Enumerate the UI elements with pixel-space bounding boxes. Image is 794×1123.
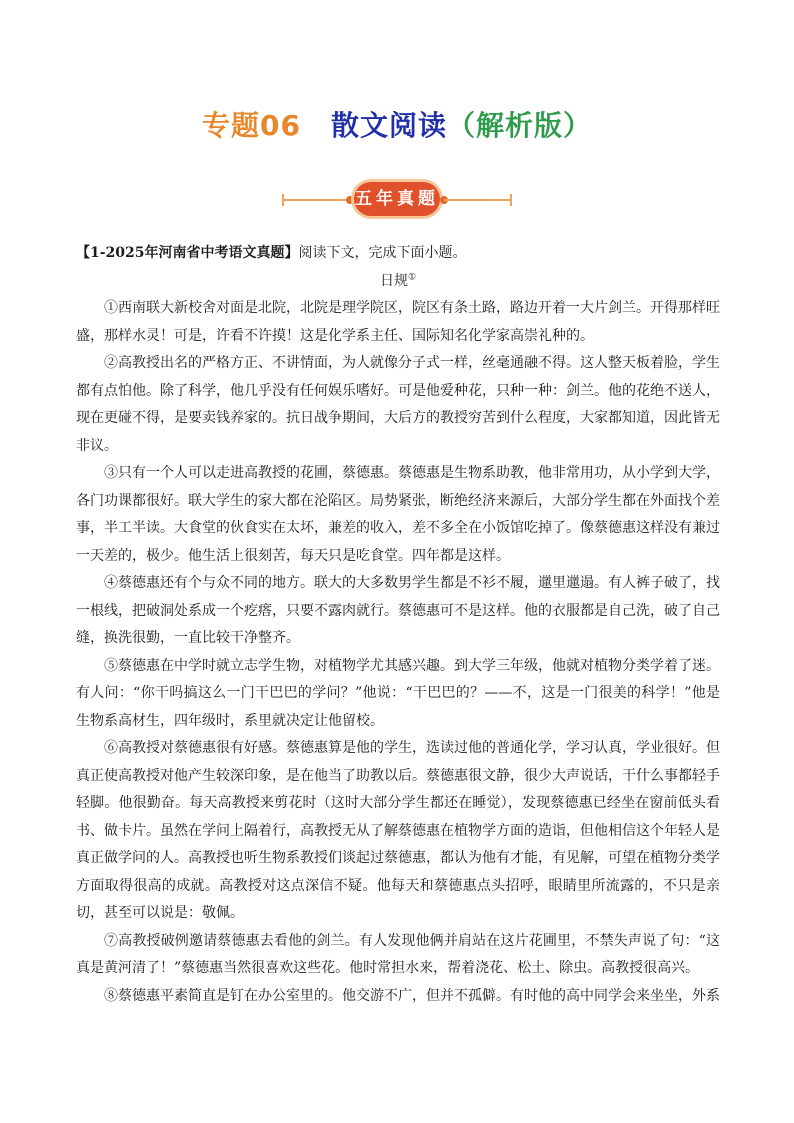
banner-left-line (282, 199, 350, 201)
question-body (76, 240, 720, 1010)
passage-paragraph-6: ⑥高教授对蔡德惠很有好感。蔡德惠算是他的学生，选读过他的普通化学，学习认真，学业很好。但真正使高教授对他产生较深印象，是在他当了助教以后。蔡德惠很文静，很少大声说话，干什么事都轻手轻脚。他很勤奋。每天高教授来剪花时（这时大部分学生都还在睡觉），发现蔡德惠已经坐在窗前低头看书、做卡片。虽然在学问上隔着行，高教授无从了解蔡德惠在植物学方面的造诣，但他相信这个年轻人是真正做学问的人。高教授也听生物系教授们谈起过蔡德惠，都认为他有才能，有见解，可望在植物分类学方面取得很高的成就。高教授对这点深信不疑。他每天和蔡德惠点头招呼，眼睛里所流露的，不只是亲切，甚至可以说是：敬佩。 (76, 740, 720, 921)
passage-paragraph-5: ⑤蔡德惠在中学时就立志学生物，对植物学尤其感兴趣。到大学三年级，他就对植物分类学着了迷。有人问：“你干吗搞这么一门干巴巴的学问？”他说：“干巴巴的？——不，这是一门很美的科学！”他是生物系高材生，四年级时，系里就决定让他留校。 (76, 657, 720, 729)
passage-paragraph-3: ③只有一个人可以走进高教授的花圃，蔡德惠。蔡德惠是生物系助教，他非常用功，从小学到大学，各门功课都很好。联大学生的家大都在沦陷区。局势紧张，断绝经济来源后，大部分学生都在外面找个差事，半工半读。大食堂的伙食实在太坏，兼差的收入，差不多全在小饭馆吃掉了。像蔡德惠这样没有兼过一天差的，极少。他生活上很刻苦，每天只是吃食堂。四年都是这样。 (76, 465, 720, 564)
passage-paragraph-2: ②高教授出名的严格方正、不讲情面，为人就像分子式一样，丝毫通融不得。这人整天板着脸，学生都有点怕他。除了科学，他几乎没有任何娱乐嗜好。可是他爱种花，只种一种：剑兰。他的花绝不送人，现在更碰不得，是要卖钱养家的。抗日战争期间，大后方的教授穷苦到什么程度，大家都知道，因此皆无非议。 (76, 355, 720, 454)
passage-paragraph-7: ⑦高教授破例邀请蔡德惠去看他的剑兰。有人发现他俩并肩站在这片花圃里，不禁失声说了句：“这真是黄河清了！”蔡德惠当然很喜欢这些花。他时常担水来，帮着浇花、松土、除虫。高教授很高兴。 (76, 932, 720, 976)
passage-paragraph-1: ①西南联大新校舍对面是北院，北院是理学院区，院区有条土路，路边开着一大片剑兰。开得那样旺盛，那样水灵！可是，许看不许摸！这是化学系主任、国际知名化学家高崇礼种的。 (76, 300, 720, 344)
page-title (0, 104, 794, 144)
passage-paragraph-4: ④蔡德惠还有个与众不同的地方。联大的大多数男学生都是不衫不履，邋里邋遢。有人裤子破了，找一根线，把破洞处系成一个疙瘩，只要不露肉就行。蔡德惠可不是这样。他的衣服都是自己洗，破了自己缝，换洗很勤，一直比较干净整齐。 (76, 575, 720, 646)
question-instruction: 阅读下文，完成下面小题。 (298, 245, 467, 261)
question-source: 【1-2025年河南省中考语文真题】 (76, 245, 299, 261)
title-subject: 散文阅读 (330, 109, 447, 142)
banner-label: 五年真题 (354, 182, 440, 216)
question-header (76, 240, 720, 268)
title-topic-number: 专题06 (202, 109, 301, 142)
section-banner (270, 180, 524, 220)
footnote-marker: ① (407, 271, 417, 282)
passage-paragraph-8: ⑧蔡德惠平素简直是钉在办公室里的。他交游不广，但并不孤僻。有时他的高中同学会来坐坐，外系 (104, 987, 720, 1004)
banner-right-line (444, 199, 512, 201)
title-edition: （解析版） (446, 109, 592, 142)
banner-left-dot (346, 196, 354, 204)
passage-title: 日规① (379, 271, 417, 289)
banner-right-tick (510, 194, 512, 206)
